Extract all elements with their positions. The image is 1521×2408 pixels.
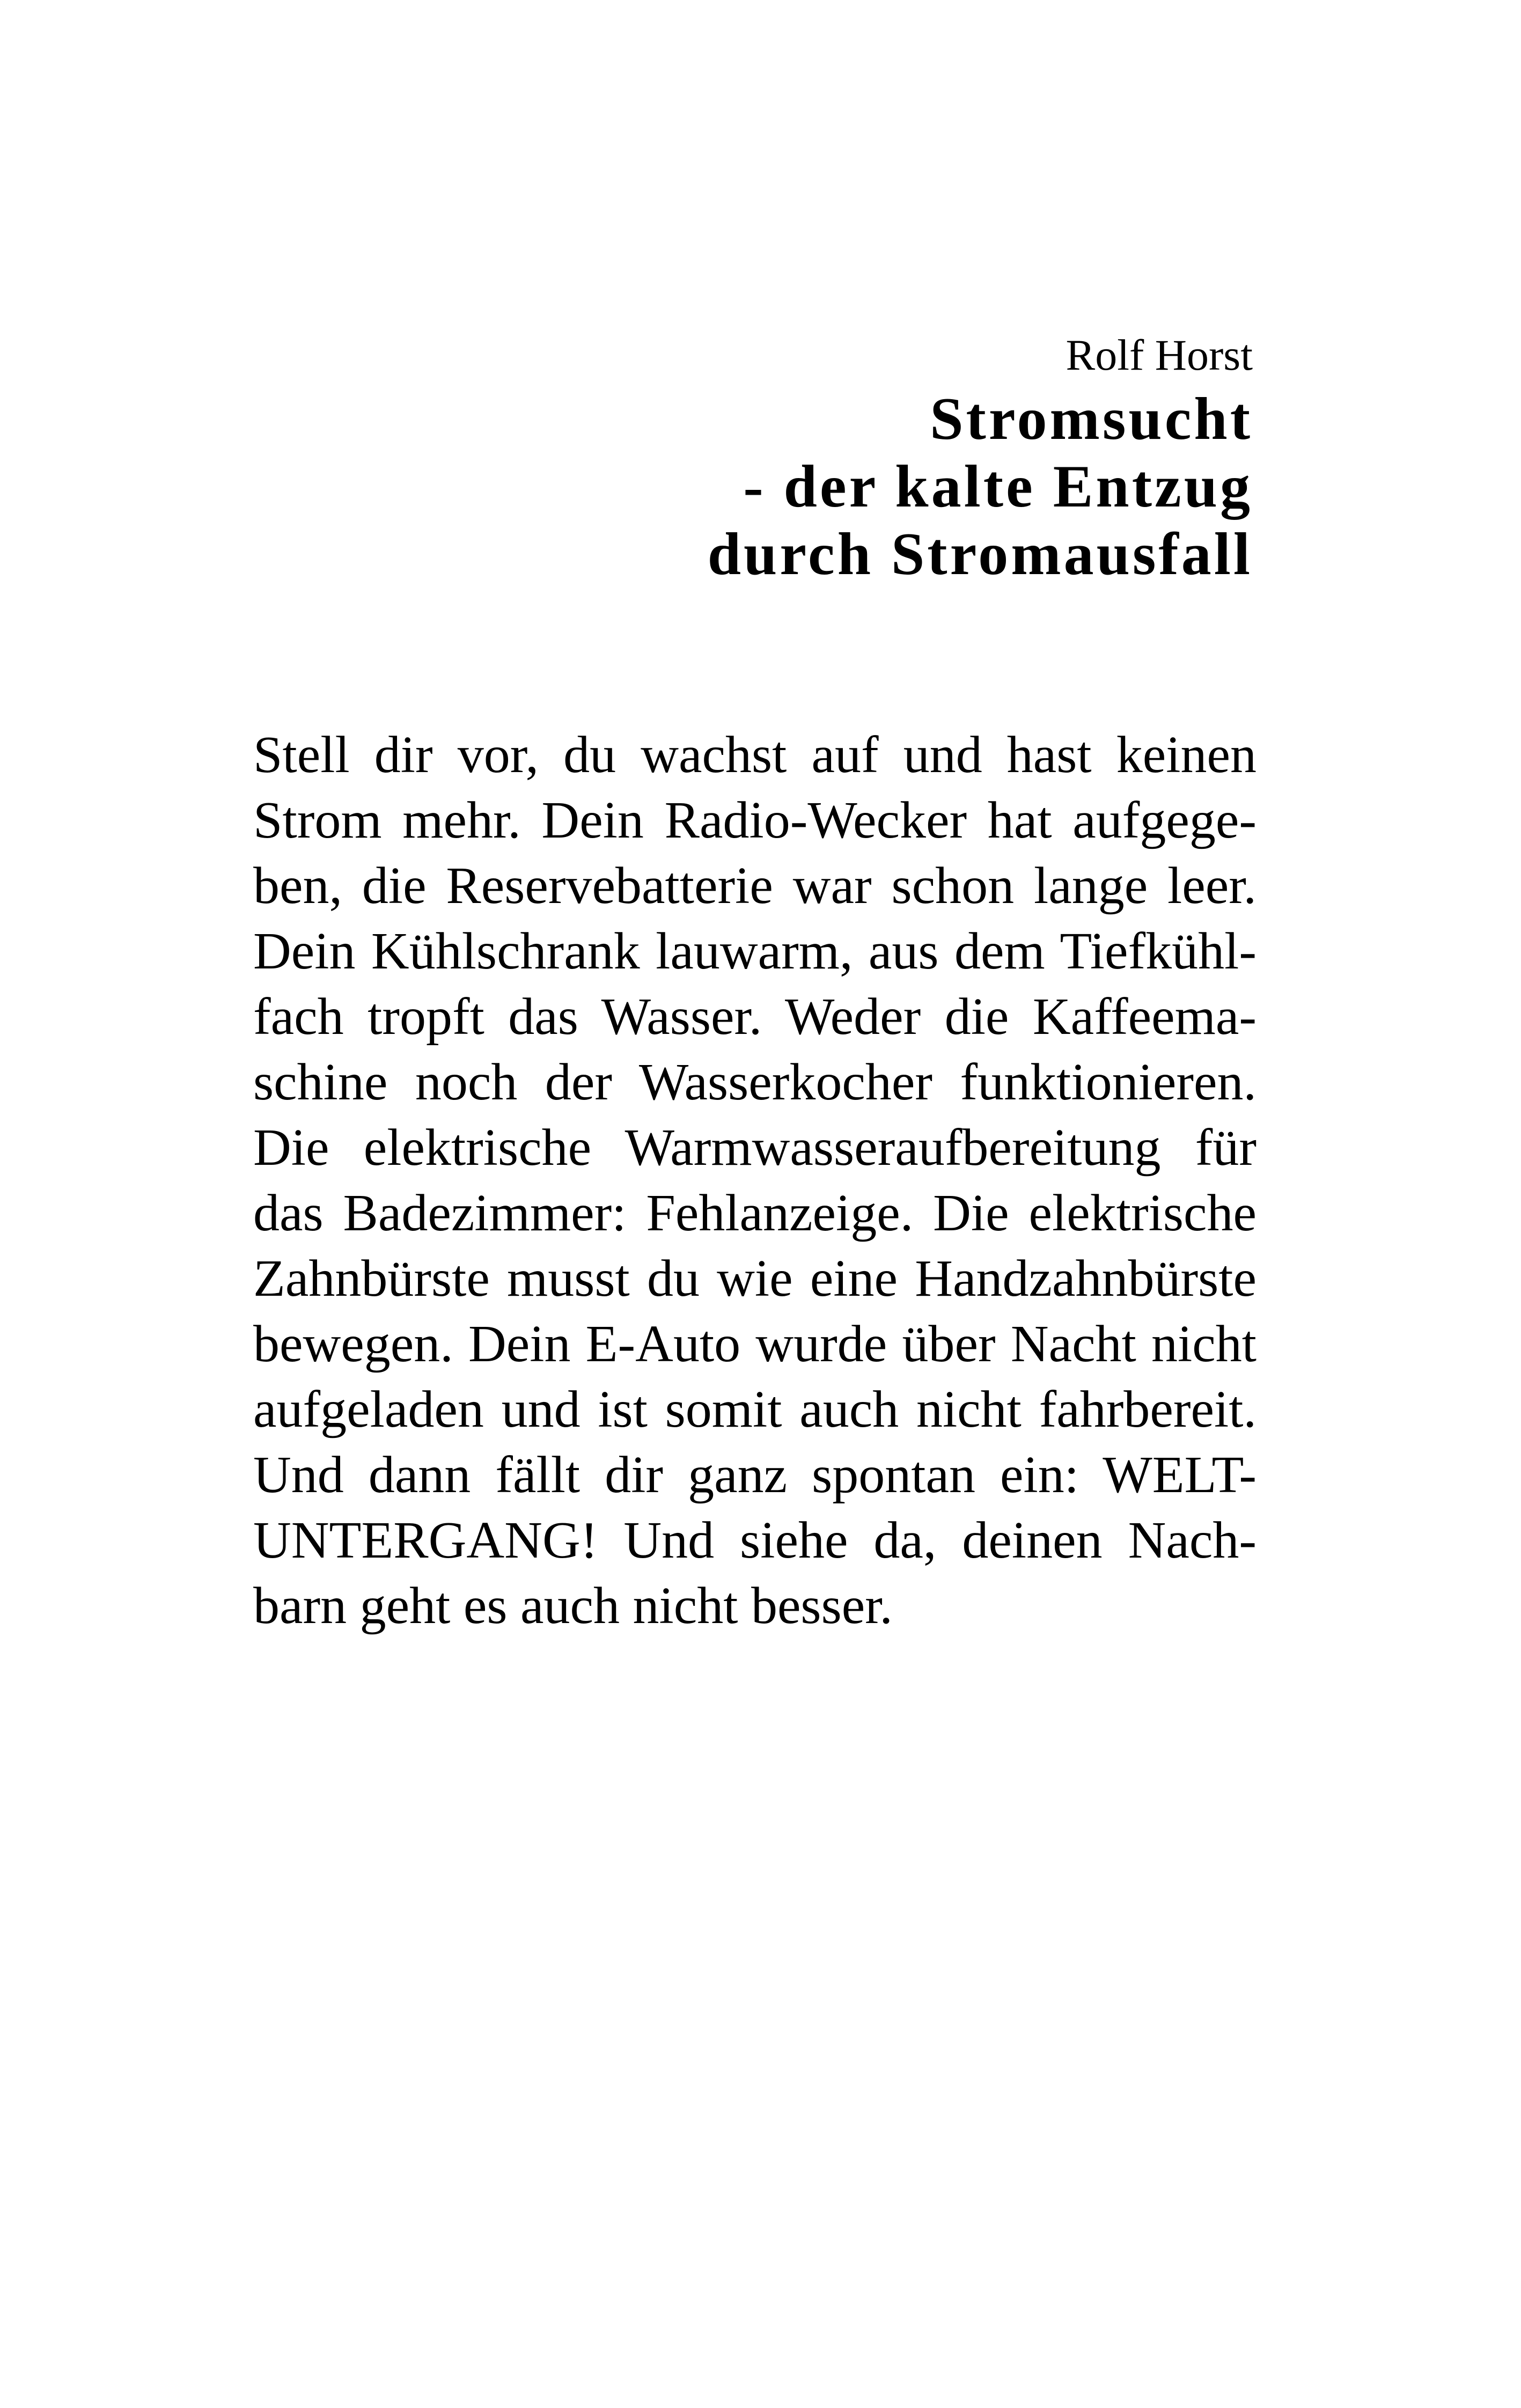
chapter-title [502, 385, 1253, 588]
text-line: Stell dir vor, du wachst auf und hast keinen [253, 726, 1257, 784]
title-line: durch Stromausfall [707, 521, 1253, 588]
text-line: barn geht es auch nicht besser. [253, 1577, 893, 1635]
title-line: - der kalte Entzug [743, 453, 1253, 520]
body-paragraph [253, 722, 1257, 1639]
text-line: ben, die Reservebatterie war schon lange leer. [253, 857, 1257, 915]
text-line: Dein Kühlschrank lauwarm, aus dem Tiefkühl- [253, 922, 1257, 980]
text-line: Zahnbürste musst du wie eine Handzahnbürste [253, 1250, 1257, 1308]
author-name: Rolf Horst [1066, 331, 1253, 379]
text-line: schine noch der Wasserkocher funktionieren. [253, 1053, 1257, 1111]
text-line: aufgeladen und ist somit auch nicht fahrbereit. [253, 1381, 1257, 1438]
text-line: fach tropft das Wasser. Weder die Kaffeema- [253, 988, 1257, 1046]
text-line: bewegen. Dein E-Auto wurde über Nacht nicht [253, 1315, 1257, 1373]
text-line: UNTERGANG! Und siehe da, deinen Nach- [253, 1511, 1257, 1569]
text-line: Strom mehr. Dein Radio-Wecker hat aufgege- [253, 791, 1257, 849]
text-line: Die elektrische Warmwasseraufbereitung für [253, 1119, 1257, 1177]
text-line: das Badezimmer: Fehlanzeige. Die elektrische [253, 1184, 1257, 1242]
title-line: Stromsucht [930, 386, 1253, 452]
text-line: Und dann fällt dir ganz spontan ein: WELT- [253, 1446, 1257, 1504]
chapter-header [502, 328, 1253, 588]
